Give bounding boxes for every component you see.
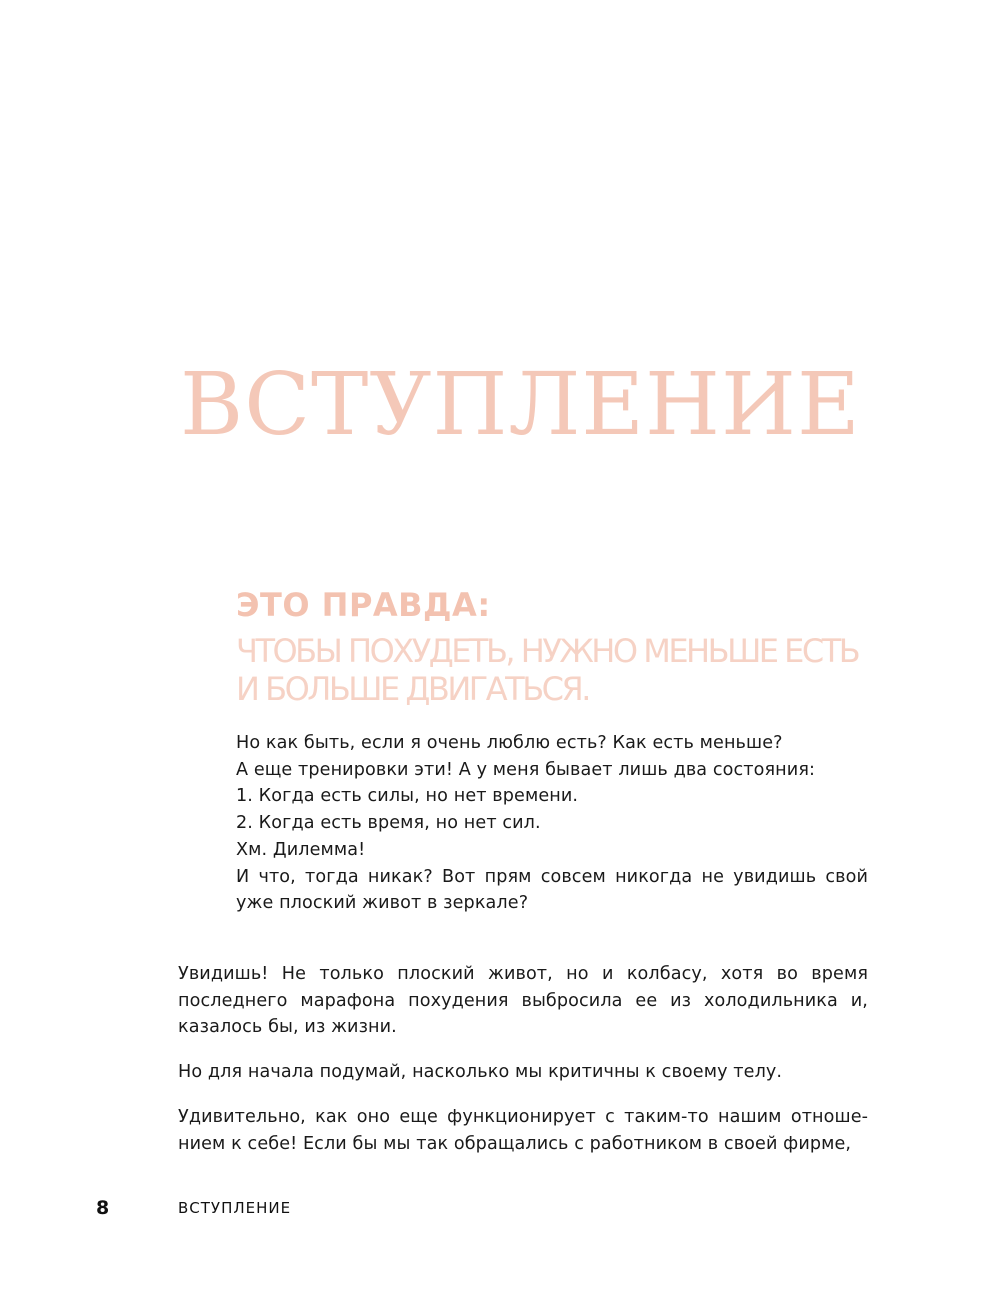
lead-subtitle — [236, 632, 868, 708]
lead-subtitle-line: И БОЛЬШЕ ДВИГАТЬСЯ. — [236, 670, 589, 708]
intro-line: А еще тренировки эти! А у меня бывает лишь два состояния: — [236, 759, 816, 780]
running-head: ВСТУПЛЕНИЕ — [178, 1199, 292, 1217]
intro-line: И что, тогда никак? Вот прям совсем никогда не увидишь свой уже плоский живот в зеркале? — [236, 866, 868, 914]
chapter-title: ВСТУПЛЕНИЕ — [180, 355, 861, 455]
intro-line: 2. Когда есть время, но нет сил. — [236, 813, 541, 834]
intro-block — [236, 730, 868, 917]
intro-line: Но как быть, если я очень люблю есть? Как есть меньше? — [236, 733, 783, 753]
body-text — [178, 961, 868, 1175]
intro-line: Хм. Дилемма! — [236, 839, 366, 860]
lead-block — [236, 586, 868, 708]
body-paragraph: Увидишь! Не только плоский живот, но и колбасу, хотя во время последнего марафона похудения выбросила ее из холодильника и, казалось бы, из жизни. — [178, 964, 868, 1038]
page-number: 8 — [96, 1197, 110, 1219]
lead-title: ЭТО ПРАВДА: — [236, 586, 491, 624]
intro-line: 1. Когда есть силы, но нет времени. — [236, 786, 579, 807]
lead-subtitle-line: ЧТОБЫ ПОХУДЕТЬ, НУЖНО МЕНЬШЕ ЕСТЬ — [236, 632, 859, 670]
body-paragraph: Но для начала подумай, насколько мы критичны к своему телу. — [178, 1062, 783, 1083]
body-paragraph: Удивительно, как оно еще функционирует с таким-то нашим отношением к себе! Если бы мы так обращались с работником в своей фирме, — [178, 1106, 868, 1154]
